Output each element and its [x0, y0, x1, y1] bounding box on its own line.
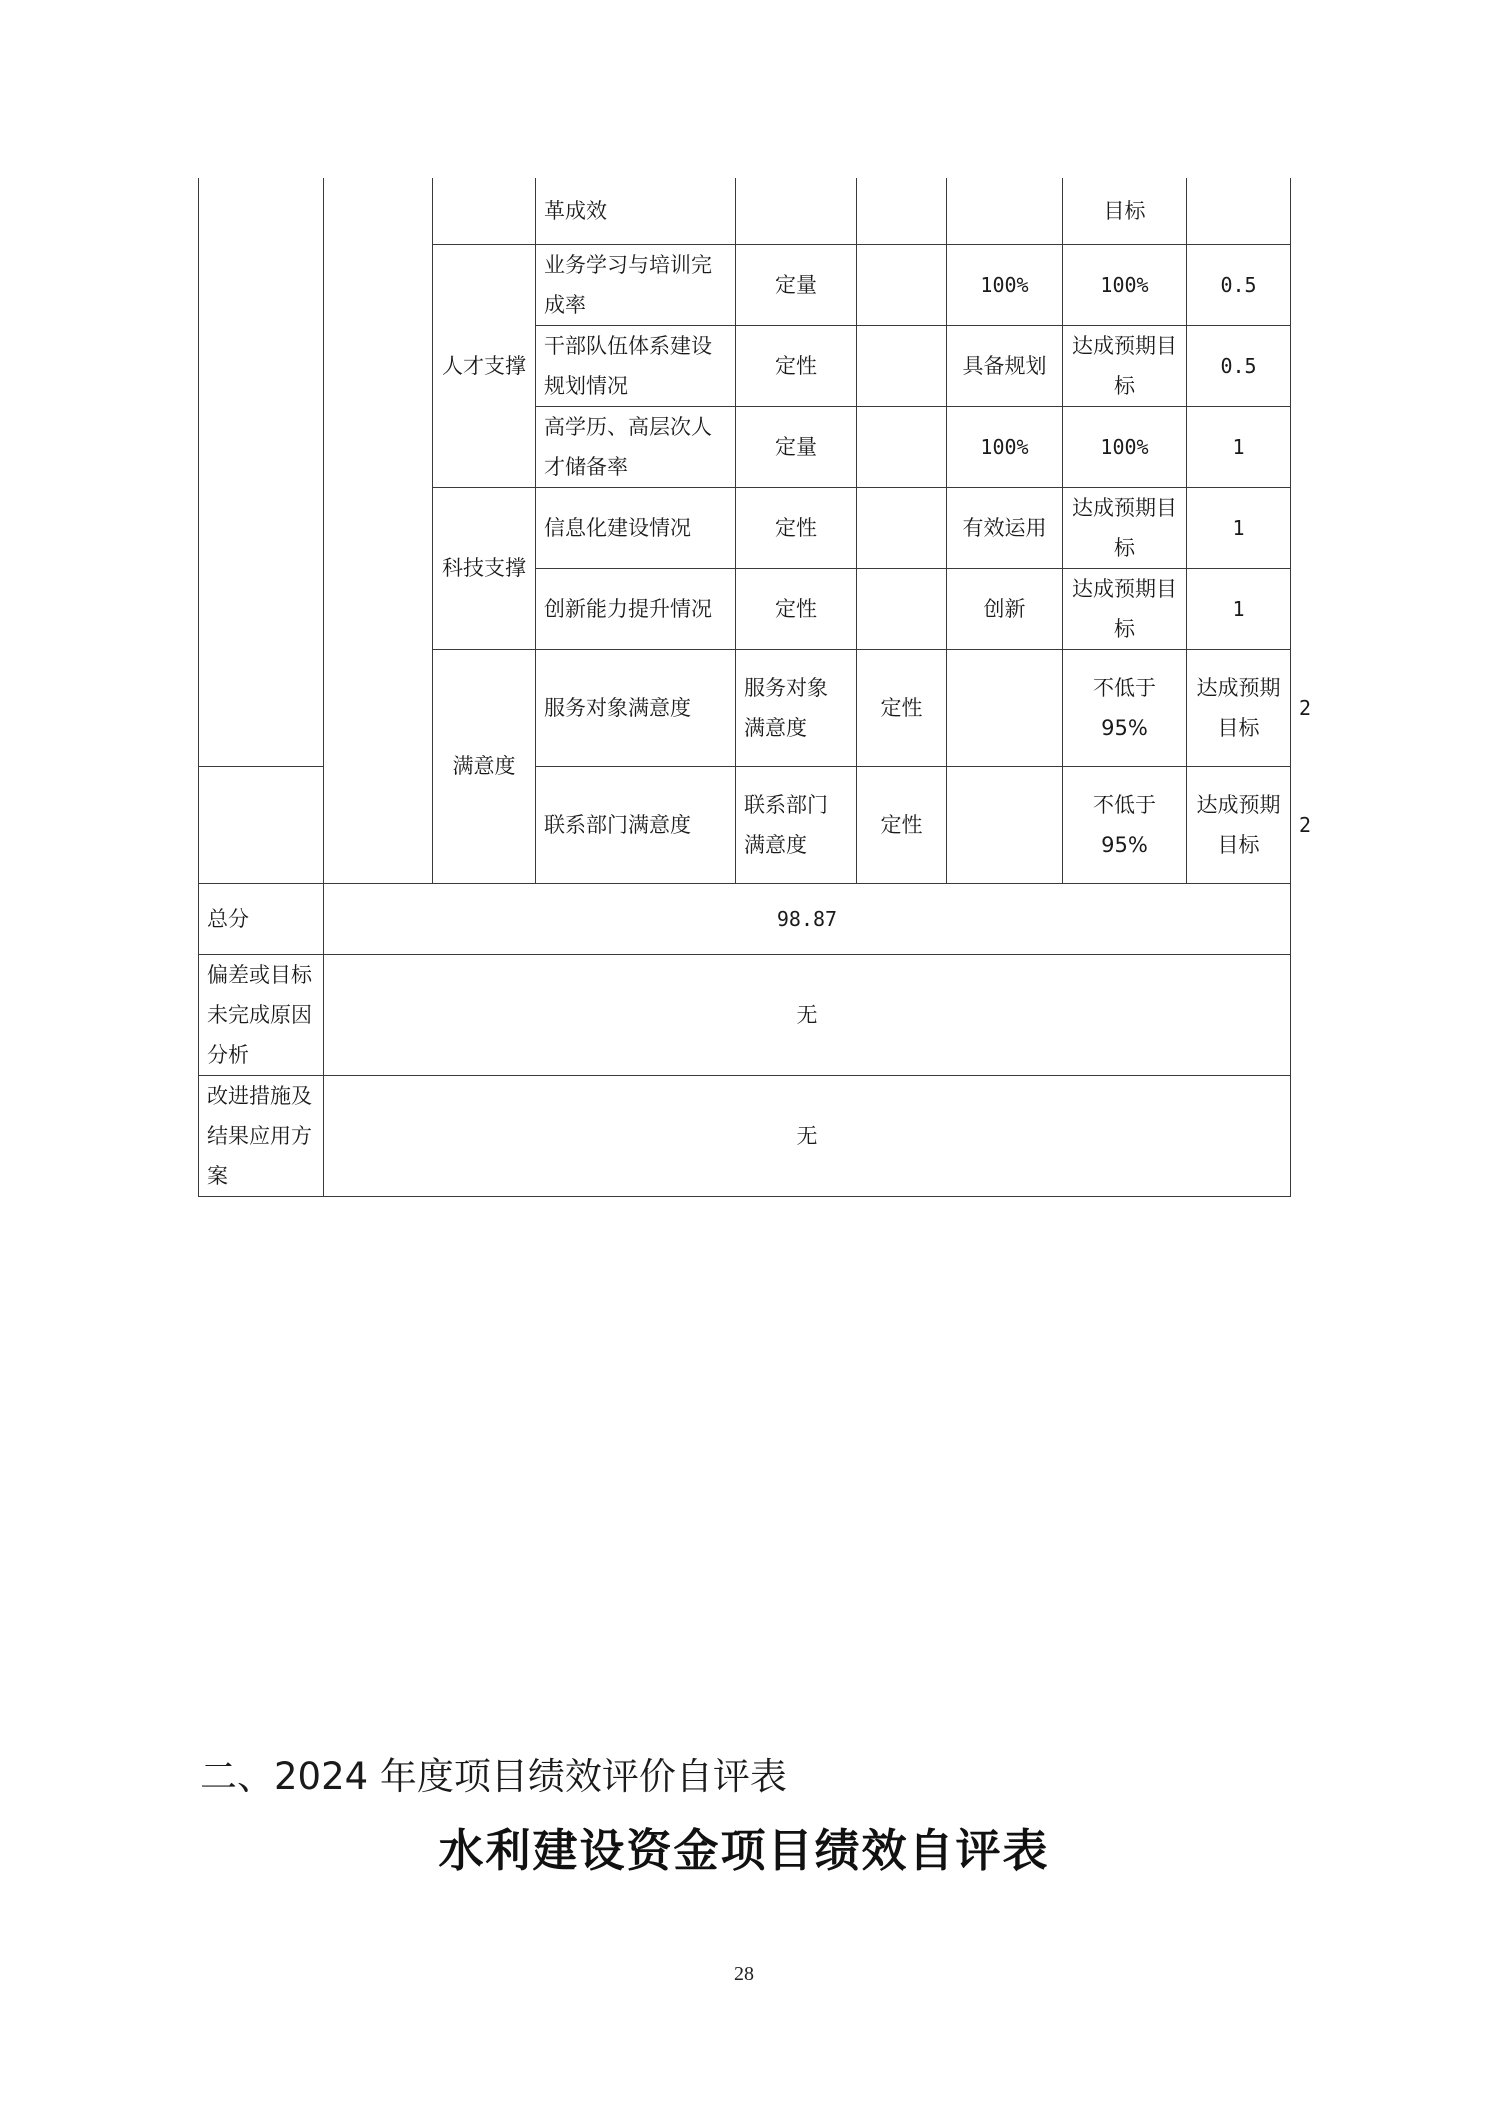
group-talent-support: 人才支撑	[433, 244, 536, 487]
table-row-deviation	[199, 954, 1291, 1075]
actual-cell: 达成预期目标	[1187, 766, 1291, 883]
actual-cell: 100%	[1063, 244, 1187, 325]
target-cell: 具备规划	[947, 325, 1063, 406]
actual-cell: 达成预期目标	[1063, 487, 1187, 568]
blank-cell	[857, 325, 947, 406]
target-cell: 不低于95%	[1063, 649, 1187, 766]
table-row-continued	[199, 178, 1291, 244]
type-cell: 定性	[857, 649, 947, 766]
type-cell: 定量	[736, 244, 857, 325]
score-cell: 0.5	[1187, 325, 1291, 406]
blank-cell	[1187, 178, 1291, 244]
deviation-value: 无	[324, 954, 1291, 1075]
actual-cell: 100%	[1063, 406, 1187, 487]
type-cell: 定性	[736, 325, 857, 406]
sub-category-cell: 服务对象满意度	[536, 649, 736, 766]
blank-cell	[947, 649, 1063, 766]
score-cell: 1	[1187, 568, 1291, 649]
target-cell: 100%	[947, 406, 1063, 487]
type-cell: 定量	[736, 406, 857, 487]
indicator-cell: 革成效	[536, 178, 736, 244]
document-title: 水利建设资金项目绩效自评表	[438, 1824, 1050, 1877]
blank-cell	[947, 178, 1063, 244]
blank-cell	[324, 178, 433, 883]
table-row: 联系部门满意度 联系部门满意度 定性 不低于95% 达成预期目标 2	[199, 766, 1291, 883]
performance-table	[198, 178, 1312, 1197]
indicator-cell: 高学历、高层次人才储备率	[536, 406, 736, 487]
actual-cell: 达成预期目标	[1187, 649, 1291, 766]
target-cell: 不低于95%	[1063, 766, 1187, 883]
target-cell: 创新	[947, 568, 1063, 649]
sub-category-cell: 联系部门满意度	[536, 766, 736, 883]
blank-cell	[433, 178, 536, 244]
blank-cell	[947, 766, 1063, 883]
target-cell: 目标	[1063, 178, 1187, 244]
type-cell: 定性	[736, 487, 857, 568]
blank-cell	[857, 487, 947, 568]
indicator-cell: 干部队伍体系建设规划情况	[536, 325, 736, 406]
type-cell: 定性	[736, 568, 857, 649]
group-tech-support: 科技支撑	[433, 487, 536, 649]
blank-cell	[199, 766, 324, 883]
score-cell: 1	[1187, 487, 1291, 568]
page-number: 28	[734, 1963, 754, 1985]
indicator-cell: 业务学习与培训完成率	[536, 244, 736, 325]
table-row-improvement	[199, 1075, 1291, 1196]
type-cell: 定性	[857, 766, 947, 883]
deviation-label: 偏差或目标未完成原因分析	[199, 954, 324, 1075]
total-value: 98.87	[324, 883, 1291, 954]
blank-cell	[857, 568, 947, 649]
actual-cell: 达成预期目标	[1063, 325, 1187, 406]
indicator-cell: 联系部门满意度	[736, 766, 857, 883]
section-heading: 二、2024 年度项目绩效评价自评表	[200, 1755, 787, 1798]
target-cell: 100%	[947, 244, 1063, 325]
blank-cell	[857, 406, 947, 487]
table-row: 满意度 服务对象满意度 服务对象满意度 定性 不低于95% 达成预期目标 2	[199, 649, 1291, 766]
blank-cell	[857, 244, 947, 325]
blank-cell	[857, 178, 947, 244]
indicator-cell: 创新能力提升情况	[536, 568, 736, 649]
total-label: 总分	[199, 883, 324, 954]
score-cell: 0.5	[1187, 244, 1291, 325]
actual-cell: 达成预期目标	[1063, 568, 1187, 649]
improvement-value: 无	[324, 1075, 1291, 1196]
blank-cell	[199, 178, 324, 766]
score-cell: 1	[1187, 406, 1291, 487]
blank-cell	[736, 178, 857, 244]
category-satisfaction: 满意度	[433, 649, 536, 883]
table-row-total	[199, 883, 1291, 954]
indicator-cell: 服务对象满意度	[736, 649, 857, 766]
improvement-label: 改进措施及结果应用方案	[199, 1075, 324, 1196]
target-cell: 有效运用	[947, 487, 1063, 568]
indicator-cell: 信息化建设情况	[536, 487, 736, 568]
